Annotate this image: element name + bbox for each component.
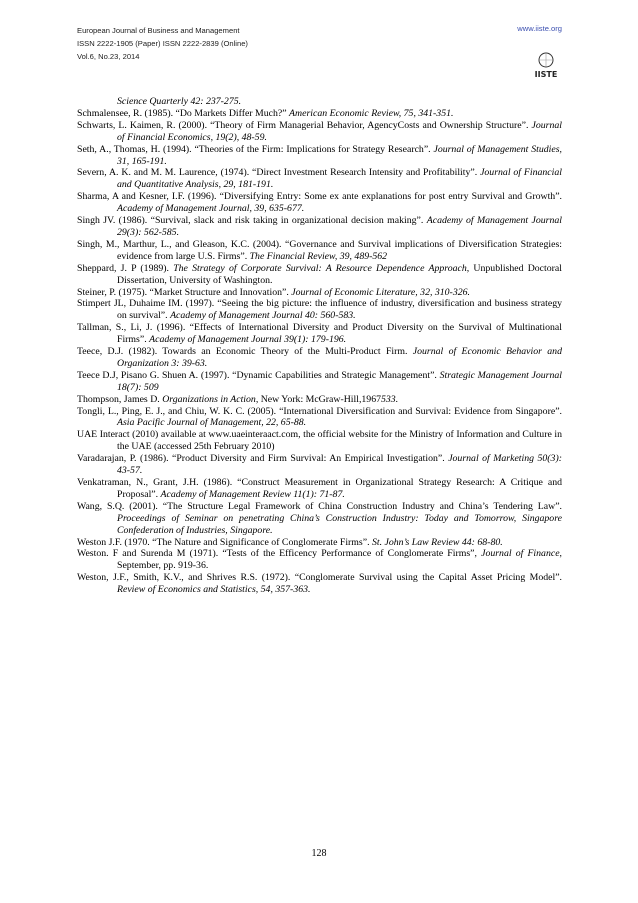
reference-text: Venkatraman, N., Grant, J.H. (1986). “Construct Measurement in Organizational Strategy Research: A Critique and Proposal”.: [77, 477, 562, 500]
reference-source: Academy of Management Review 11(1): 71-87.: [160, 488, 345, 500]
reference-source: The Financial Review, 39, 489-562: [249, 250, 388, 262]
reference-text: Sharma, A and Kesner, I.F. (1996). “Diversifying Entry: Some ex ante explanations for post entry Survival and Growth”.: [77, 191, 562, 203]
reference-source: Strategic Management Journal 18(7): 509: [117, 369, 562, 393]
reference-entry: [77, 215, 562, 239]
reference-source: Science Quarterly 42: 237-275.: [117, 96, 242, 107]
journal-url-link[interactable]: www.iiste.org: [517, 24, 562, 33]
reference-entry: [77, 120, 562, 144]
reference-entry: [77, 167, 562, 191]
reference-source: American Economic Review, 75, 341-351.: [289, 107, 454, 119]
reference-text: Wang, S.Q. (2001). “The Structure Legal Framework of China Construction Industry and China’s Tendering Law”.: [77, 500, 562, 512]
reference-source: Review of Economics and Statistics, 54, 357-363.: [117, 584, 311, 596]
reference-entry: [77, 394, 562, 406]
reference-source: 533.: [381, 393, 399, 405]
reference-entry: [77, 96, 562, 108]
reference-entry: [77, 501, 562, 537]
reference-source: Journal of Financial and Quantitative Analysis, 29, 181-191.: [117, 167, 562, 191]
reference-text: Thompson, James D.: [77, 393, 163, 405]
reference-entry: [77, 548, 562, 572]
reference-entry: [77, 144, 562, 168]
reference-entry: [77, 298, 562, 322]
reference-text: Tallman, S., Li, J. (1996). “Effects of International Diversity and Product Diversity on the Survival of Multinational Firms”.: [77, 322, 562, 346]
reference-text: Varadarajan, P. (1986). “Product Diversity and Firm Survival: An Empirical Investigation”.: [77, 453, 449, 465]
reference-entry: [77, 108, 562, 120]
reference-entry: [77, 191, 562, 215]
issn-line: ISSN 2222-1905 (Paper) ISSN 2222-2839 (Online): [77, 39, 248, 48]
reference-text: Schmalensee, R. (1985). “Do Markets Differ Much?”: [77, 107, 290, 119]
reference-entry: [77, 346, 562, 370]
reference-source: Journal of Finance: [481, 548, 560, 560]
reference-text: Teece, D.J. (1982). Towards an Economic Theory of the Multi-Product Firm.: [77, 346, 413, 358]
reference-text: Singh, M., Marthur, L., and Gleason, K.C. (2004). “Governance and Survival implications of Diversification Strategies: evidence from large U.S. Firms”.: [77, 238, 562, 262]
reference-text: Steiner, P. (1975). “Market Structure and Innovation”.: [77, 286, 292, 298]
journal-name: European Journal of Business and Management: [77, 26, 240, 35]
reference-entry: [77, 239, 562, 263]
reference-text: Stimpert JL, Duhaime IM. (1997). “Seeing the big picture: the influence of industry, diversification and business strategy on survival”.: [77, 298, 562, 322]
reference-entry: [77, 537, 562, 549]
reference-entry: [77, 406, 562, 430]
reference-source: Journal of Economic Behavior and Organization 3: 39-63.: [117, 346, 562, 369]
reference-text: , Unpublished Doctoral Dissertation, University of Washington.: [117, 262, 562, 286]
running-header: [77, 24, 248, 63]
reference-text: , September, pp. 919-36.: [117, 548, 562, 572]
reference-source: The Strategy of Corporate Survival: A Resource Dependence Approach: [173, 262, 467, 274]
reference-source: Organizations in Action: [162, 393, 256, 405]
reference-text: Severn, A. K. and M. M. Laurence, (1974). “Direct Investment Research Intensity and Profitability”.: [77, 167, 481, 179]
reference-entry: [77, 453, 562, 477]
reference-entry: [77, 572, 562, 596]
reference-source: Academy of Management Journal, 39, 635-677.: [117, 203, 305, 215]
reference-entry: [77, 322, 562, 346]
reference-source: Journal of Economic Literature, 32, 310-326.: [291, 286, 470, 298]
reference-text: Teece D.J, Pisano G. Shuen A. (1997). “Dynamic Capabilities and Strategic Management”.: [77, 369, 440, 381]
reference-text: Weston, J.F., Smith, K.V., and Shrives R.S. (1972). “Conglomerate Survival using the Capital Asset Pricing Model”.: [77, 572, 562, 584]
reference-text: Weston J.F. (1970. “The Nature and Significance of Conglomerate Firms”.: [77, 536, 372, 548]
reference-text: , New York: McGraw-Hill,1967: [255, 393, 381, 405]
reference-text: Schwarts, L. Kaimen, R. (2000). “Theory of Firm Managerial Behavior, AgencyCosts and Ownership Structure”.: [77, 119, 532, 131]
volume-line: Vol.6, No.23, 2014: [77, 52, 140, 61]
reference-entry: [77, 287, 562, 299]
reference-source: St. John’s Law Review 44: 68-80.: [371, 536, 503, 548]
reference-text: Sheppard, J. P (1989).: [77, 262, 174, 274]
reference-text: Singh JV. (1986). “Survival, slack and risk taking in organizational decision making”.: [77, 215, 427, 227]
reference-entry: [77, 477, 562, 501]
reference-entry: [77, 370, 562, 394]
logo-text: IISTE: [534, 70, 558, 79]
reference-list: [77, 96, 562, 596]
reference-source: Proceedings of Seminar on penetrating China’s Construction Industry: Today and Tomorrow, Singapore Confederation of Industries, Singapore.: [117, 512, 562, 536]
iiste-logo: [530, 51, 562, 79]
reference-text: UAE Interact (2010) available at www.uaeinteraact.com, the official website for the Ministry of Information and Culture in the UAE (accessed 25th February 2010): [77, 429, 562, 453]
reference-source: Academy of Management Journal 29(3): 562-585.: [117, 215, 562, 238]
reference-entry: [77, 263, 562, 287]
reference-entry: [77, 429, 562, 453]
page-number: 128: [311, 848, 327, 859]
reference-source: Academy of Management Journal 40: 560-583.: [170, 310, 356, 322]
reference-source: Journal of Marketing 50(3): 43-57.: [117, 453, 562, 477]
reference-source: Journal of Financial Economics, 19(2), 48-59.: [117, 119, 562, 143]
reference-source: Journal of Management Studies, 31, 165-191.: [117, 143, 562, 167]
reference-source: Academy of Management Journal 39(1): 179-196.: [149, 334, 347, 346]
reference-text: Tongli, L., Ping, E. J., and Chiu, W. K. C. (2005). “International Diversification and Survival: Evidence from Singapore”.: [77, 405, 562, 417]
reference-text: Seth, A., Thomas, H. (1994). “Theories of the Firm: Implications for Strategy Research”.: [77, 143, 434, 155]
reference-source: Asia Pacific Journal of Management, 22, 65-88.: [117, 417, 307, 429]
reference-text: Weston. F and Surenda M (1971). “Tests of the Efficency Performance of Conglomerate Firms”,: [77, 548, 482, 560]
